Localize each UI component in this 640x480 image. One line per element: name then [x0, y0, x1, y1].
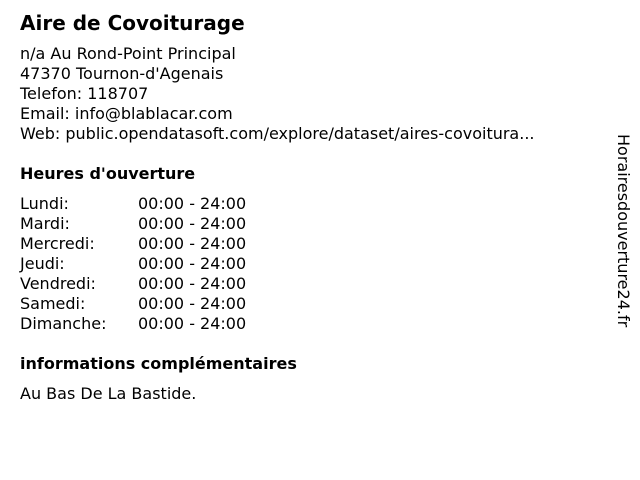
time-range: 00:00 - 24:00: [138, 194, 247, 213]
phone-line: Telefon: 118707: [20, 84, 149, 103]
day-label: Mardi:: [20, 214, 70, 233]
additional-info-text: Au Bas De La Bastide.: [20, 384, 197, 403]
hours-row-wednesday: [20, 234, 320, 254]
contact-block: [20, 44, 535, 144]
time-range: 00:00 - 24:00: [138, 314, 247, 333]
day-label: Mercredi:: [20, 234, 95, 253]
time-range: 00:00 - 24:00: [138, 214, 247, 233]
opening-hours-table: [20, 194, 320, 334]
hours-row-sunday: [20, 314, 320, 334]
email-line: Email: info@blablacar.com: [20, 104, 233, 123]
day-label: Lundi:: [20, 194, 69, 213]
hours-row-tuesday: [20, 214, 320, 234]
hours-row-friday: [20, 274, 320, 294]
day-label: Jeudi:: [20, 254, 65, 273]
hours-row-saturday: [20, 294, 320, 314]
address-street: n/a Au Rond-Point Principal: [20, 44, 236, 63]
time-range: 00:00 - 24:00: [138, 294, 247, 313]
day-label: Vendredi:: [20, 274, 96, 293]
hours-row-monday: [20, 194, 320, 214]
web-line: Web: public.opendatasoft.com/explore/dataset/aires-covoitura...: [20, 124, 535, 143]
time-range: 00:00 - 24:00: [138, 234, 247, 253]
place-title: Aire de Covoiturage: [20, 11, 245, 35]
hours-row-thursday: [20, 254, 320, 274]
opening-hours-heading: Heures d'ouverture: [20, 164, 196, 183]
day-label: Dimanche:: [20, 314, 107, 333]
day-label: Samedi:: [20, 294, 86, 313]
address-city: 47370 Tournon-d'Agenais: [20, 64, 224, 83]
additional-info-heading: informations complémentaires: [20, 354, 297, 373]
site-watermark: [612, 134, 634, 374]
time-range: 00:00 - 24:00: [138, 274, 247, 293]
time-range: 00:00 - 24:00: [138, 254, 247, 273]
watermark-text: Horairesdouverture24.fr: [614, 134, 633, 328]
